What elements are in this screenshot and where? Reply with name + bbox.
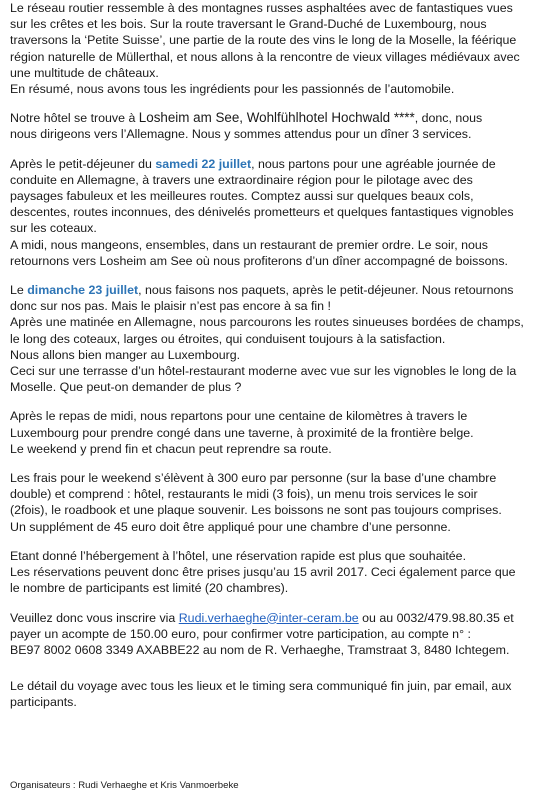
text-line: région naturelle de Müllerthal, et nous allons à la rencontre de vieux villages médiévaux avec (10, 49, 520, 64)
text-line: traversons la ‘Petite Suisse’, une partie de la route des vins le long de la Moselle, la féérique (10, 33, 517, 48)
organizers-footer: Organisateurs : Rudi Verhaeghe et Kris Vanmoerbeke (10, 780, 239, 791)
text-line: Après le repas de midi, nous repartons pour une centaine de kilomètres à travers le (10, 409, 468, 424)
return-paragraph (10, 408, 548, 457)
text-line: Etant donné l’hébergement à l’hôtel, une réservation rapide est plus que souhaitée. (10, 548, 467, 563)
text-line (10, 110, 548, 126)
hotel-name: Losheim am See, Wohlfühlhotel Hochwald **** (138, 110, 415, 126)
text-line: retournons vers Losheim am See où nous profiterons d’un dîner accompagné de boissons. (10, 253, 508, 268)
text-line: paysages fabuleux et les meilleures routes. Comptez aussi sur quelques beaux cols, (10, 189, 474, 204)
details-paragraph (10, 678, 548, 710)
text-line: (2fois), le roadbook et une plaque souvenir. Les boissons ne sont pas toujours comprises. (10, 503, 502, 518)
text-line: nous dirigeons vers l’Allemagne. Nous y sommes attendus pour un dîner 3 services. (10, 127, 472, 142)
text-line: double) et comprend : hôtel, restaurants le midi (3 fois), un menu trois services le soir (10, 487, 478, 502)
text-line: sur les coteaux. (10, 221, 97, 236)
text-line: A midi, nous mangeons, ensembles, dans un restaurant de premier ordre. Le soir, nous (10, 237, 488, 252)
text-segment: Notre hôtel se trouve à (10, 111, 139, 126)
text-line (10, 156, 548, 172)
intro-paragraph (10, 0, 548, 97)
registration-paragraph (10, 610, 548, 659)
text-line: Le weekend y prend fin et chacun peut reprendre sa route. (10, 441, 332, 456)
saturday-paragraph (10, 156, 548, 269)
email-link[interactable]: Rudi.verhaeghe@inter-ceram.be (178, 610, 359, 625)
saturday-date: samedi 22 juillet (155, 156, 252, 171)
text-line: Les réservations peuvent donc être prises jusqu’au 15 avril 2017. Ceci également parce que (10, 565, 516, 580)
text-segment: Veuillez donc vous inscrire via (10, 610, 179, 625)
sunday-paragraph (10, 282, 548, 395)
sunday-date: dimanche 23 juillet (27, 283, 139, 298)
text-line (10, 610, 548, 626)
text-line: conduite en Allemagne, à travers une extraordinaire région pour le pilotage avec des (10, 172, 473, 187)
text-line: donc sur nos pas. Mais le plaisir n’est pas encore à sa fin ! (10, 299, 331, 314)
text-segment: Après le petit-déjeuner du (10, 156, 156, 171)
text-line: descentes, routes inconnues, des dénivelés prometteurs et quelques fantastiques vignobles (10, 205, 514, 220)
text-line: le nombre de participants est limité (20 chambres). (10, 581, 289, 596)
text-line: Le détail du voyage avec tous les lieux et le timing sera communiqué fin juin, par email, aux (10, 679, 512, 694)
text-line: Ceci sur une terrasse d’un hôtel-restaurant moderne avec vue sur les vignobles le long de la (10, 364, 517, 379)
text-line: Le réseau routier ressemble à des montagnes russes asphaltées avec de fantastiques vues (10, 1, 513, 15)
text-line: En résumé, nous avons tous les ingrédients pour les passionnés de l’automobile. (10, 82, 455, 97)
text-segment: Le (10, 283, 28, 298)
hotel-paragraph (10, 110, 548, 142)
text-segment: , nous partons pour une agréable journée de (251, 156, 496, 171)
text-line: Nous allons bien manger au Luxembourg. (10, 347, 241, 362)
text-line: Luxembourg pour prendre congé dans une taverne, à proximité de la frontière belge. (10, 425, 474, 440)
text-line (10, 282, 548, 298)
text-line: une multitude de châteaux. (10, 65, 159, 80)
text-line: participants. (10, 695, 77, 710)
text-line: Après une matinée en Allemagne, nous parcourons les routes sinueuses bordées de champs, (10, 315, 524, 330)
reservation-paragraph (10, 548, 548, 597)
text-line: sur les crêtes et les bois. Sur la route traversant le Grand-Duché de Luxembourg, nous (10, 17, 487, 32)
text-segment: , nous faisons nos paquets, après le petit-déjeuner. Nous retournons (138, 283, 514, 298)
costs-paragraph (10, 470, 548, 535)
text-line: Un supplément de 45 euro doit être appliqué pour une chambre d’une personne. (10, 519, 451, 534)
document-page (10, 0, 548, 724)
text-line: le long des coteaux, larges ou étroites, qui conduisent toujours à la satisfaction. (10, 331, 446, 346)
text-line: Les frais pour le weekend s’élèvent à 300 euro par personne (sur la base d’une chambre (10, 471, 497, 486)
text-line: payer un acompte de 150.00 euro, pour confirmer votre participation, au compte n° : (10, 626, 471, 641)
text-segment: , donc, nous (414, 111, 483, 126)
text-line: BE97 8002 0608 3349 AXABBE22 au nom de R. Verhaeghe, Tramstraat 3, 8480 Ichtegem. (10, 642, 510, 657)
text-line: Moselle. Que peut-on demander de plus ? (10, 380, 242, 395)
text-segment: ou au 0032/479.98.80.35 et (358, 610, 514, 625)
